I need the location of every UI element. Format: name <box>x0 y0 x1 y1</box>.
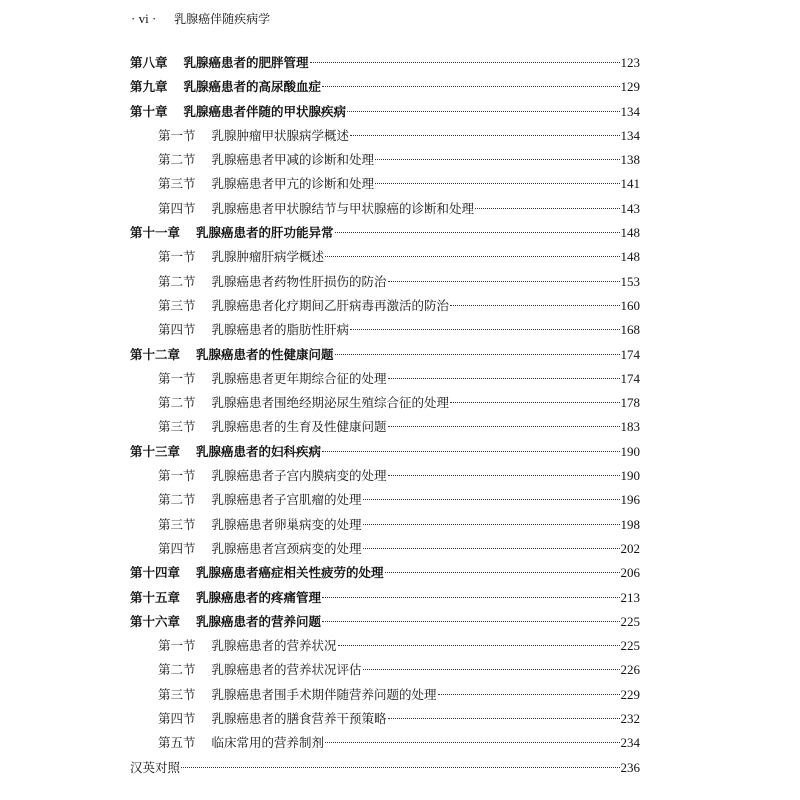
toc-entry-number: 第二节 <box>158 395 196 411</box>
toc-entry-number: 第四节 <box>158 200 196 216</box>
toc-page-number: 225 <box>620 638 640 654</box>
toc-page-number: 123 <box>620 55 640 70</box>
dot-leader <box>181 767 619 768</box>
toc-entry-number: 第九章 <box>130 79 168 95</box>
toc-page-number: 202 <box>620 540 640 556</box>
toc-entry-number: 第三节 <box>158 516 196 532</box>
toc-page-number: 234 <box>620 735 640 751</box>
toc-entry-title: 乳腺癌患者甲状腺结节与甲状腺癌的诊断和处理 <box>211 200 475 216</box>
toc-entry-title: 乳腺癌患者更年期综合征的处理 <box>211 370 387 386</box>
dot-leader <box>388 378 620 379</box>
toc-chapter-entry[interactable] <box>130 588 640 612</box>
toc-section-entry[interactable] <box>130 320 640 344</box>
toc-page-number: 183 <box>620 419 640 435</box>
toc-section-entry[interactable] <box>130 685 640 709</box>
toc-entry-number: 第五节 <box>158 735 196 751</box>
toc-entry-number: 第十四章 <box>130 565 181 581</box>
toc-entry-title: 乳腺癌患者癌症相关性疲劳的处理 <box>196 565 384 581</box>
toc-section-entry[interactable] <box>130 490 640 514</box>
dot-leader <box>322 86 619 87</box>
toc-section-entry[interactable] <box>130 296 640 320</box>
toc-page-number: 174 <box>620 346 640 362</box>
toc-entry-title: 乳腺癌患者伴随的甲状腺疾病 <box>183 103 347 119</box>
toc-chapter-entry[interactable] <box>130 563 640 587</box>
dot-leader <box>322 451 619 452</box>
toc-page-number: 236 <box>620 759 640 775</box>
toc-entry-number: 第三节 <box>158 419 196 435</box>
toc-entry-number: 第十一章 <box>130 225 181 241</box>
dot-leader <box>310 62 620 63</box>
dot-leader <box>363 669 620 670</box>
toc-entry-title: 乳腺癌患者的性健康问题 <box>196 346 334 362</box>
toc-section-entry[interactable] <box>130 393 640 417</box>
dot-leader <box>388 718 620 719</box>
dot-leader <box>325 742 619 743</box>
toc-chapter-entry[interactable] <box>130 345 640 369</box>
toc-section-entry[interactable] <box>130 369 640 393</box>
toc-page-number: 138 <box>620 152 640 168</box>
toc-section-entry[interactable] <box>130 733 640 757</box>
toc-page-number: 206 <box>620 565 640 581</box>
dot-leader <box>363 499 620 500</box>
toc-entry-title: 乳腺癌患者宫颈病变的处理 <box>211 540 362 556</box>
toc-entry-title: 乳腺癌患者围绝经期泌尿生殖综合征的处理 <box>211 395 450 411</box>
toc-section-entry[interactable] <box>130 660 640 684</box>
toc-section-entry[interactable] <box>130 150 640 174</box>
book-title: 乳腺癌伴随疾病学 <box>174 12 271 26</box>
toc-chapter-entry[interactable] <box>130 223 640 247</box>
toc-page-number: 160 <box>620 297 640 313</box>
dot-leader <box>325 256 619 257</box>
toc-section-entry[interactable] <box>130 636 640 660</box>
dot-leader <box>363 548 620 549</box>
toc-entry-number: 第二节 <box>158 492 196 508</box>
toc-entry-title: 汉英对照 <box>130 759 181 775</box>
page-number-roman: · vi · <box>131 11 157 26</box>
toc-page-number: 141 <box>620 176 640 192</box>
toc-page-number: 190 <box>620 443 640 459</box>
toc-entry-number: 第二节 <box>158 152 196 168</box>
toc-page-number: 134 <box>620 103 640 119</box>
toc-entry-title: 乳腺癌患者的生育及性健康问题 <box>211 419 387 435</box>
toc-entry-title: 乳腺癌患者的营养状况评估 <box>211 662 362 678</box>
toc-page-number: 190 <box>620 468 640 484</box>
toc-section-entry[interactable] <box>130 709 640 733</box>
dot-leader <box>388 475 620 476</box>
toc-entry-title: 乳腺癌患者的疼痛管理 <box>196 589 322 605</box>
toc-entry-number: 第二节 <box>158 273 196 289</box>
toc-entry-title: 乳腺癌患者的高尿酸血症 <box>183 79 322 95</box>
toc-section-entry[interactable] <box>130 466 640 490</box>
dot-leader <box>388 426 620 427</box>
toc-entry-title: 临床常用的营养制剂 <box>211 735 325 751</box>
dot-leader <box>475 208 619 209</box>
toc-page-number: 232 <box>620 711 640 727</box>
dot-leader <box>335 232 620 233</box>
toc-entry-number: 第一节 <box>158 638 196 654</box>
toc-page-number: 196 <box>620 492 640 508</box>
toc-entry-title: 乳腺癌患者甲亢的诊断和处理 <box>211 176 375 192</box>
dot-leader <box>438 694 620 695</box>
toc-entry-title: 乳腺肿瘤肝病学概述 <box>211 249 325 265</box>
toc-page-number: 174 <box>620 370 640 386</box>
toc-entry-title: 乳腺癌患者卵巢病变的处理 <box>211 516 362 532</box>
toc-page-number: 178 <box>620 395 640 411</box>
toc-page-number: 213 <box>620 589 640 605</box>
toc-entry-title: 乳腺癌患者的肝功能异常 <box>196 225 334 241</box>
toc-section-entry[interactable] <box>130 174 640 198</box>
toc-section-entry[interactable] <box>130 199 640 223</box>
dot-leader <box>375 159 619 160</box>
toc-entry-title: 乳腺癌患者的脂肪性肝病 <box>211 322 350 338</box>
toc-entry-number: 第三节 <box>158 686 196 702</box>
toc-entry-number: 第八章 <box>130 55 168 70</box>
toc-appendix-entry[interactable] <box>130 758 640 782</box>
dot-leader <box>347 111 619 112</box>
toc-page-number: 129 <box>620 79 640 95</box>
toc-section-entry[interactable] <box>130 126 640 150</box>
toc-section-entry[interactable] <box>130 272 640 296</box>
toc-entry-number: 第十六章 <box>130 613 181 629</box>
toc-entry-number: 第一节 <box>158 468 196 484</box>
toc-entry-title: 乳腺癌患者的营养状况 <box>211 638 337 654</box>
toc-entry-number: 第四节 <box>158 711 196 727</box>
toc-section-entry[interactable] <box>130 417 640 441</box>
running-header <box>131 10 270 27</box>
toc-entry-title: 乳腺癌患者药物性肝损伤的防治 <box>211 273 387 289</box>
toc-page-number: 225 <box>620 613 640 629</box>
toc-entry-number: 第十五章 <box>130 589 181 605</box>
toc-page-number: 229 <box>620 686 640 702</box>
toc-entry-title: 乳腺癌患者的营养问题 <box>196 613 322 629</box>
dot-leader <box>385 572 620 573</box>
toc-page-number: 143 <box>620 200 640 216</box>
toc-entry-number: 第四节 <box>158 540 196 556</box>
toc-entry-title: 乳腺癌患者围手术期伴随营养问题的处理 <box>211 686 437 702</box>
dot-leader <box>375 183 619 184</box>
toc-entry-number: 第十章 <box>130 103 168 119</box>
toc-entry-title: 乳腺癌患者子宫内膜病变的处理 <box>211 468 387 484</box>
toc-entry-title: 乳腺癌患者甲减的诊断和处理 <box>211 152 375 168</box>
toc-entry-number: 第一节 <box>158 249 196 265</box>
toc-entry-number: 第一节 <box>158 370 196 386</box>
toc-entry-title: 乳腺癌患者的妇科疾病 <box>196 443 322 459</box>
toc-chapter-entry[interactable] <box>130 102 640 126</box>
toc-entry-number: 第三节 <box>158 297 196 313</box>
toc-section-entry[interactable] <box>130 515 640 539</box>
toc-chapter-entry[interactable] <box>130 442 640 466</box>
toc-entry-number: 第四节 <box>158 322 196 338</box>
dot-leader <box>322 621 619 622</box>
toc-chapter-entry[interactable] <box>130 612 640 636</box>
toc-page-number: 148 <box>620 249 640 265</box>
toc-page-number: 168 <box>620 322 640 338</box>
toc-entry-number: 第二节 <box>158 662 196 678</box>
toc-entry-title: 乳腺肿瘤甲状腺病学概述 <box>211 127 350 143</box>
toc-entry-title: 乳腺癌患者子宫肌瘤的处理 <box>211 492 362 508</box>
toc-page-number: 148 <box>620 225 640 241</box>
dot-leader <box>363 524 620 525</box>
dot-leader <box>322 597 619 598</box>
toc-page-number: 198 <box>620 516 640 532</box>
toc-page-number: 134 <box>620 127 640 143</box>
table-of-contents <box>130 53 640 782</box>
dot-leader <box>350 135 619 136</box>
toc-entry-number: 第十二章 <box>130 346 181 362</box>
toc-entry-number: 第十三章 <box>130 443 181 459</box>
toc-page-number: 226 <box>620 662 640 678</box>
dot-leader <box>450 402 619 403</box>
dot-leader <box>338 645 620 646</box>
dot-leader <box>335 354 620 355</box>
toc-entry-title: 乳腺癌患者的肥胖管理 <box>183 55 309 70</box>
toc-chapter-entry[interactable] <box>130 77 640 101</box>
toc-section-entry[interactable] <box>130 247 640 271</box>
toc-entry-number: 第一节 <box>158 127 196 143</box>
toc-section-entry[interactable] <box>130 539 640 563</box>
toc-page-number: 153 <box>620 273 640 289</box>
toc-entry-title: 乳腺癌患者化疗期间乙肝病毒再激活的防治 <box>211 297 450 313</box>
toc-entry-title: 乳腺癌患者的膳食营养干预策略 <box>211 711 387 727</box>
dot-leader <box>388 281 620 282</box>
dot-leader <box>350 329 619 330</box>
toc-chapter-entry[interactable] <box>130 53 640 77</box>
toc-entry-number: 第三节 <box>158 176 196 192</box>
dot-leader <box>450 305 619 306</box>
